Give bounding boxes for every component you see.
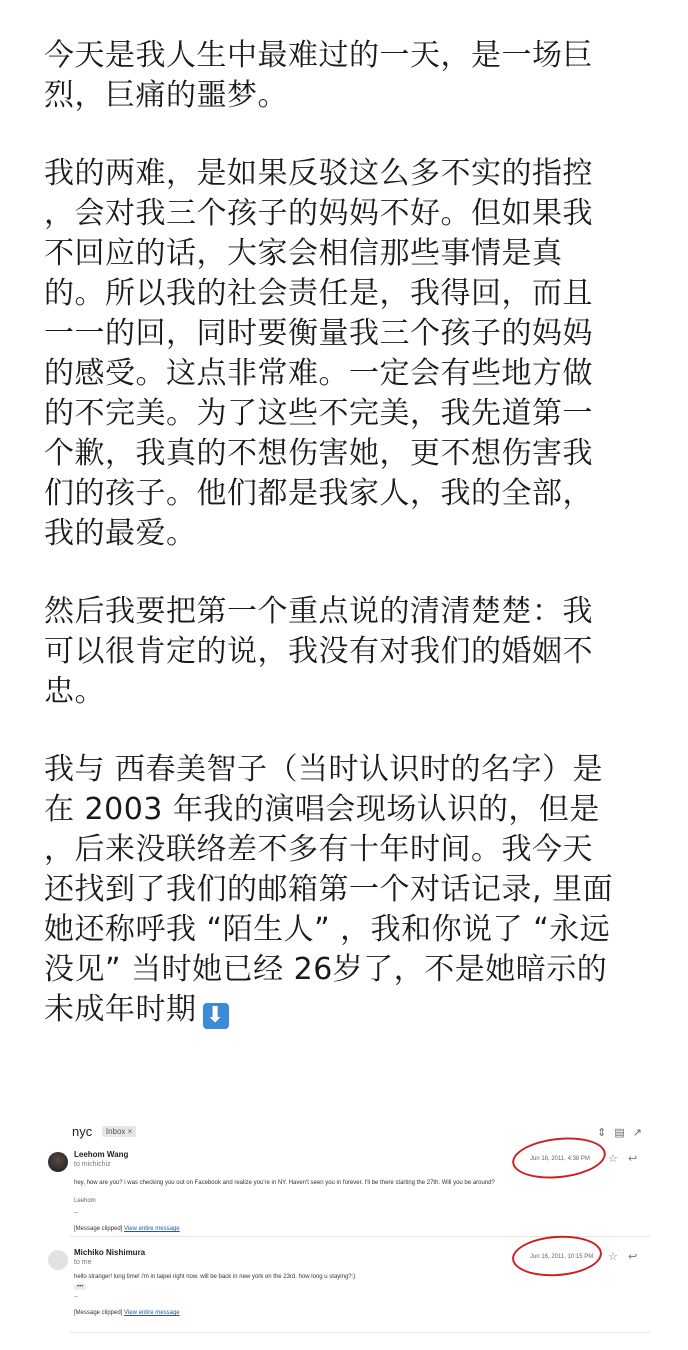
text-line: 的不完美。为了这些不完美，我先道第一 xyxy=(44,396,593,431)
email-subject-row xyxy=(72,1124,136,1139)
view-entire-message-link[interactable]: View entire message xyxy=(124,1226,180,1232)
text-line: ，会对我三个孩子的妈妈不好。但如果我 xyxy=(44,196,593,231)
message-clipped-notice xyxy=(74,1226,180,1232)
text-line xyxy=(44,990,654,1030)
email-subject: nyc xyxy=(72,1124,93,1139)
paragraph-4 xyxy=(44,750,654,1030)
text-line: 烈，巨痛的噩梦。 xyxy=(44,78,288,113)
email-toolbar xyxy=(597,1126,650,1139)
text-line: 然后我要把第一个重点说的清清楚楚：我 xyxy=(44,594,593,629)
text-line: 还找到了我们的邮箱第一个对话记录, 里面 xyxy=(44,872,614,907)
text-line: 她还称呼我 “陌生人” ，我和你说了 “永远 xyxy=(44,912,611,947)
text-line: 可以很肯定的说，我没有对我们的婚姻不 xyxy=(44,634,593,669)
view-entire-message-link[interactable]: View entire message xyxy=(124,1310,180,1316)
text-line: 忠。 xyxy=(44,674,105,709)
message-date: Jun 16, 2011, 10:15 PM xyxy=(530,1254,594,1260)
print-icon[interactable]: ▤ xyxy=(614,1127,633,1139)
reply-icon[interactable]: ↩ xyxy=(628,1153,638,1165)
text-line: ，后来没联络差不多有十年时间。我今天 xyxy=(44,832,593,867)
text-line: 我的最爱。 xyxy=(44,516,197,551)
text-line: 不回应的话，大家会相信那些事情是真 xyxy=(44,236,563,271)
message-date: Jun 16, 2011, 4:38 PM xyxy=(530,1156,590,1162)
expand-icon[interactable]: ⇕ xyxy=(597,1127,615,1139)
text-line-content: 未成年时期 xyxy=(44,992,197,1027)
clipped-label: [Message clipped] xyxy=(74,1310,123,1316)
text-line: 的感受。这点非常难。一定会有些地方做 xyxy=(44,356,593,391)
text-line: 在 2003 年我的演唱会现场认识的，但是 xyxy=(44,792,600,827)
star-icon[interactable]: ☆ xyxy=(608,1251,618,1263)
text-line: 我的两难，是如果反驳这么多不实的指控 xyxy=(44,156,593,191)
text-line: 没见” 当时她已经 26岁了，不是她暗示的 xyxy=(44,952,608,987)
signature: Leehom xyxy=(74,1198,96,1204)
text-line: 我与 西春美智子（当时认识时的名字）是 xyxy=(44,752,604,787)
star-icon[interactable]: ☆ xyxy=(608,1153,618,1165)
sender-name: Michiko Nishimura xyxy=(74,1248,146,1257)
popout-icon[interactable]: ↗ xyxy=(632,1127,650,1139)
message-body: hey, how are you? i was checking you out on Facebook and realize you're in NY. Haven't seen you in forever. I'll be there starting the 27th. Will you be around? xyxy=(74,1180,495,1186)
show-trimmed-content-button[interactable]: ••• xyxy=(74,1284,86,1290)
paragraph-1 xyxy=(44,36,654,116)
inbox-label[interactable]: Inbox × xyxy=(102,1126,136,1137)
sender-name: Leehom Wang xyxy=(74,1150,129,1159)
signature-divider: -- xyxy=(74,1294,78,1300)
message-body: hello stranger! long time! i'm in taipei right now. will be back in new york on the 23rd. how long u staying?:) xyxy=(74,1274,356,1280)
avatar xyxy=(48,1250,68,1270)
text-line: 的。所以我的社会责任是，我得回，而且 xyxy=(44,276,593,311)
down-arrow-icon: ⬇ xyxy=(203,1003,229,1029)
paragraph-2 xyxy=(44,154,654,554)
text-line: 今天是我人生中最难过的一天，是一场巨 xyxy=(44,38,593,73)
article xyxy=(44,36,654,1068)
divider xyxy=(70,1332,650,1333)
text-line: 一一的回，同时要衡量我三个孩子的妈妈 xyxy=(44,316,593,351)
recipient: to me xyxy=(74,1259,92,1266)
message-clipped-notice xyxy=(74,1310,180,1316)
clipped-label: [Message clipped] xyxy=(74,1226,123,1232)
email-screenshot xyxy=(40,1120,650,1340)
recipient: to michichiz xyxy=(74,1161,111,1168)
text-line: 个歉，我真的不想伤害她，更不想伤害我 xyxy=(44,436,593,471)
paragraph-3 xyxy=(44,592,654,712)
reply-icon[interactable]: ↩ xyxy=(628,1251,638,1263)
avatar xyxy=(48,1152,68,1172)
text-line: 们的孩子。他们都是我家人，我的全部， xyxy=(44,476,593,511)
signature-divider: -- xyxy=(74,1210,78,1216)
